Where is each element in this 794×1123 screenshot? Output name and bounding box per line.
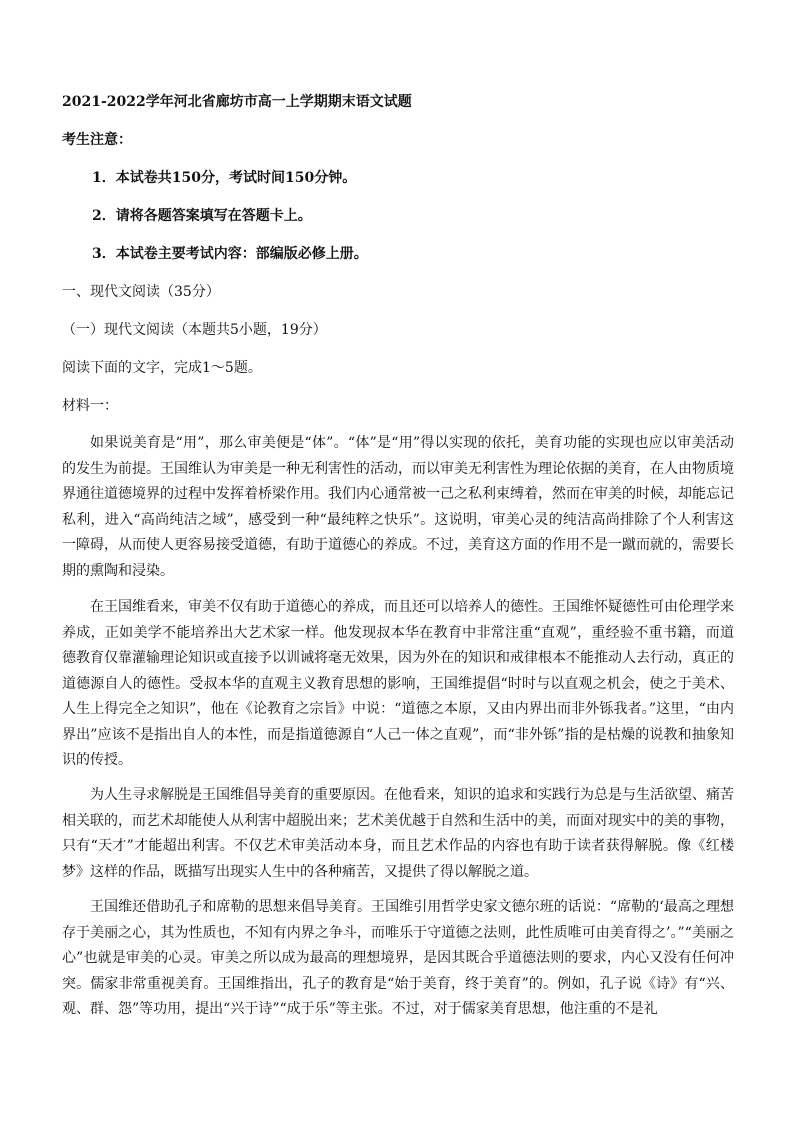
document-title: 2021-2022学年河北省廊坊市高一上学期期末语文试题	[62, 94, 412, 110]
section-heading: 一、现代文阅读（35分）	[62, 284, 220, 300]
paragraph: 在王国维看来，审美不仅有助于道德心的养成，而且还可以培养人的德性。王国维怀疑德性可由伦理学来养成，正如美学不能培养出大艺术家一样。他发现叔本华在教育中非常注重“直观”，重经验不重书籍，而道德教育仅靠灌输理论知识或直接予以训诫将毫无效果，因为外在的知识和戒律根本不能推动人去行动，真正的道德源自人的德性。受叔本华的直观主义教育思想的影响，王国维提倡“时时与以直观之机会，使之于美术、人生上得完全之知识”，他在《论教育之宗旨》中说：“道德之本原，又由内界出而非外铄我者。”这里，“由内界出”应该不是指出自人的本性，而是指道德源自“人己一体之直观”，而“非外铄”指的是枯燥的说教和抽象知识的传授。	[62, 599, 734, 768]
notice-item: 1．本试卷共150分，考试时间150分钟。	[92, 170, 357, 186]
notice-heading: 考生注意：	[62, 132, 132, 148]
notice-item: 3．本试卷主要考试内容：部编版必修上册。	[92, 246, 368, 262]
paragraph: 王国维还借助孔子和席勒的思想来倡导美育。王国维引用哲学史家文德尔班的话说：“席勒的‘最高之理想存于美丽之心，其为性质也，不知有内界之争斗，而唯乐于守道德之法则，此性质唯可由美育得之’。”“美丽之心”也就是审美的心灵。审美之所以成为最高的理想境界，是因其既合乎道德法则的要求，内心又没有任何冲突。儒家非常重视美育。王国维指出，孔子的教育是“始于美育，终于美育”的。例如，孔子说《诗》有“兴、观、群、怨”等功用，提出“兴于诗”“成于乐”等主张。不过，对于儒家美育思想，他注重的不是礼	[62, 899, 734, 1017]
paragraph: 如果说美育是“用”，那么审美便是“体”。“体”是“用”得以实现的依托，美育功能的实现也应以审美活动的发生为前提。王国维认为审美是一种无利害性的活动，而以审美无利害性为理论依据的美育，在人由物质境界通往道德境界的过程中发挥着桥梁作用。我们内心通常被一己之私利束缚着，然而在审美的时候，却能忘记私利，进入“高尚纯洁之域”，感受到一种“最纯粹之快乐”。这说明，审美心灵的纯洁高尚排除了个人利害这一障碍，从而使人更容易接受道德，有助于道德心的养成。不过，美育这方面的作用不是一蹴而就的，需要长期的熏陶和浸染。	[62, 435, 734, 579]
paragraph: 为人生寻求解脱是王国维倡导美育的重要原因。在他看来，知识的追求和实践行为总是与生活欲望、痛苦相关联的，而艺术却能使人从利害中超脱出来；艺术美优越于自然和生活中的美，而面对现实中的美的事物，只有“天才”才能超出利害。不仅艺术审美活动本身，而且艺术作品的内容也有助于读者获得解脱。像《红楼梦》这样的作品，既描写出现实人生中的各种痛苦，又提供了得以解脱之道。	[62, 787, 734, 880]
material-label: 材料一：	[62, 398, 118, 414]
subsection-heading: （一）现代文阅读（本题共5小题，19分）	[62, 322, 327, 338]
instruction: 阅读下面的文字，完成1～5题。	[62, 360, 262, 376]
notice-item: 2．请将各题答案填写在答题卡上。	[92, 208, 312, 224]
